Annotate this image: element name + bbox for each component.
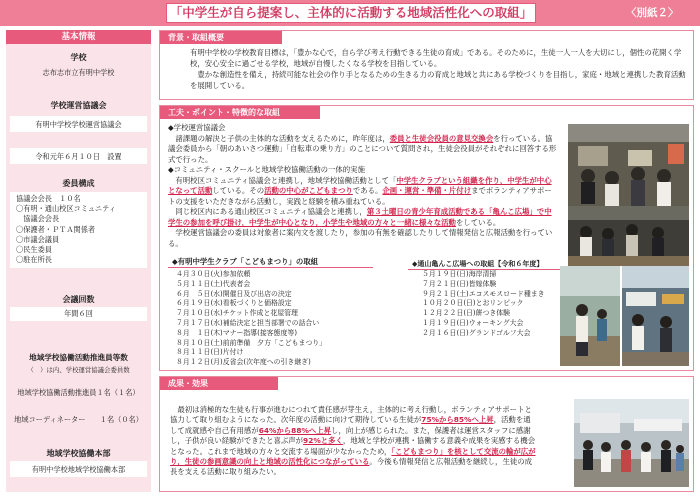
sidebar (6, 30, 151, 492)
kamenko-paragraph: 同じ校区内にある通山校区コミュニティ協議会と連携し，第３土曜日の青少年育成活動である「亀んこ広場」で中学生の参加を呼び掛け，中学生が中心となり，小学生や地域の方々と一緒に様々な活動をしている。 (168, 207, 552, 227)
member-item: 協議会会長 (16, 214, 60, 224)
results-paragraph: 最初は消極的な生徒も行事が進むにつれて責任感が芽生え，主体的に考え行動し，ボランティアサポートと協力して取り組むようになった。次年度の活動に向けて期待している生徒が75%から85%へ上昇，活動を通して成就感や自己有用感が64%から88%へ上昇し，向上が感じられた。また，保護者は運営スタッフに感謝し，子供が良い経験ができたと喜ぶ声が92%と多く，地域と学校が連携・協働する意義や成果を実感する機会となった。これまで地域の方々と交流する場面が少なかったため，「こどもまつり」を核として交流の輪が広がり，生徒の参画意識の向上と地域の活性化につながっている。今後も情報発信と広報活動を継続し，生徒の成長を支える活動に取り組みたい。 (170, 405, 536, 477)
coordinator-title: 地域学校協働活動推進員等数 (29, 353, 128, 362)
integration-paragraph: 有明校区コミュニティ協議会と連携し，地域学校協働活動として「中学生クラブという組織を作り，中学生が中心となって活動している。その活動の中心がこどもまつりである。企画・運営・準備・片付けまでボランティアサポートの支援をいただきながら活動し，実践と経験を積み重ねている。 (168, 175, 552, 206)
kamenko-schedule (422, 270, 572, 339)
meetings-label: 会議回数 (62, 295, 95, 304)
points-tab: 工夫・ポイント・特徴的な取組 (160, 106, 320, 119)
background-text-2: 豊かな創造性を備え，持続可能な社会の作り手となるための生きる力の育成と地域と共にある学校づくりを目指し，家庭・地域と連携した教育活動を展開している。 (190, 70, 686, 90)
schedule-item: ７月１０日(水)チケット作成と花屋管理 (176, 309, 298, 318)
outdoor-photo-1 (560, 266, 620, 366)
member-item: 〇保護者・ＰＴＡ関係者 (16, 224, 96, 234)
member-item: 〇駐在所長 (16, 255, 52, 265)
member-item: 〇有明・通山校区コミュニティ (16, 204, 116, 214)
schedule-item: ４月３０日(火)参加依頼 (176, 270, 251, 278)
basic-info-heading: 基本情報 (6, 30, 151, 44)
schedule-item: ７月２１日(日)皆嫁体験 (422, 279, 497, 288)
kodomo-festival-heading: ◆有明中学生クラブ「こどもまつり」の取組 (168, 256, 373, 268)
outdoor-photo-2 (622, 266, 689, 366)
schedule-item: ５月１９日(日)海岸清掃 (422, 270, 497, 278)
background-tab: 背景・取組概要 (160, 31, 282, 44)
points-body (168, 123, 558, 249)
council-name: 有明中学校学校運営協議会 (35, 120, 122, 129)
hq-label: 地域学校協働本部 (46, 449, 111, 458)
hq-name: 有明中学校地域学校協働本部 (31, 465, 126, 474)
schedule-item: ８月 １日(木)マナー指導(接客態度等) (176, 328, 298, 337)
coordinator-line-2: 地域コーディネーター １名（０名） (14, 415, 143, 424)
results-panel (159, 376, 694, 492)
appendix-label: 〈別紙２〉 (626, 7, 679, 19)
council-label: 学校運営協議会 (50, 101, 107, 110)
schedule-item: ２月１６日(日)グランドゴルフ大会 (422, 328, 531, 337)
schedule-item: １０月２０日(日)とおリンピック (422, 299, 524, 308)
results-tab: 成果・効果 (160, 377, 278, 390)
schedule-item: ７月１７日(水)補給決定と担当部署での話合い (176, 318, 320, 327)
schedule-item: ６月１９日(水)看板づくりと価格設定 (176, 299, 292, 308)
background-panel (159, 30, 694, 100)
coordinator-note: （ ）は内、学校運営協議会委員数 (27, 366, 130, 374)
members-label: 委員構成 (62, 179, 95, 188)
member-item: 〇民生委員 (16, 245, 52, 255)
established-date: 令和元年６月１０日 設置 (35, 152, 122, 161)
coordinator-line-1: 地域学校協働活動推進員１名（１名） (17, 388, 140, 397)
pr-paragraph: 学校運営協議会の委員は対象者に案内文を渡したり，参加の有無を確認したりして情報発信と広報活動を行っている。 (168, 228, 553, 248)
kodomo-schedule (176, 270, 396, 368)
page-title: 「中学生が自ら提案し、主体的に活動する地域活性化への取組」 (166, 3, 536, 23)
schedule-item: ５月１１日(土)代表者会 (176, 279, 251, 288)
kamenko-heading: ◆通山亀んこ広場への取組【令和６年度】 (408, 258, 564, 270)
schedule-item: ８月１１日(日)片付け (176, 348, 244, 357)
integration-heading: ◆コミュニティ・スクールと地域学校協働活動の一体的実施 (168, 165, 365, 174)
school-name: 志布志市立有明中学校 (42, 68, 115, 77)
meetings-value: 年間６回 (64, 309, 93, 318)
points-panel (159, 105, 694, 371)
member-item: 〇市議会議員 (16, 234, 60, 244)
activity-photo (568, 206, 689, 266)
background-text-1: 有明中学校の学校教育目標は，「豊かな心で，自ら学び考え行動できる生徒の育成」である。そのために，生徒一人一人を大切にし，個性の花開く学校，安心安全に過ごせる学校，地域が自慢したくなる学校を目指している。 (190, 48, 682, 68)
cs-council-paragraph: 諸課題の解決と子供の主体的な活動を支えるために，昨年度は，委員と生徒会役員の意見交換会を行っている。協議会委員から「朝のあいさつ運動」「自転車の乗り方」のことについて質問され，生徒会役員がそれぞれに回答する形式で行った。 (168, 133, 557, 164)
schedule-item: １月１９日(日)ウォーキング大会 (422, 318, 524, 327)
festival-photo (568, 124, 689, 206)
members-list (16, 194, 116, 265)
results-photo (574, 399, 689, 487)
schedule-item: ８月１２日(月)反省会(次年度への引き継ぎ) (176, 358, 311, 367)
cs-council-heading: ◆学校運営協議会 (168, 123, 226, 132)
schedule-item: ８月１０日(土)前前準備 夕方「こどもまつり」 (176, 338, 327, 347)
schedule-item: ９月２１日(土)エコスモスロード種まき (422, 289, 545, 298)
schedule-item: ６月 ５日(水)開催日及び出店の決定 (176, 289, 292, 298)
school-label: 学校 (70, 53, 87, 62)
schedule-item: １２月２２日(日)餅つき体験 (422, 309, 511, 318)
member-item: 協議会会長 １０名 (16, 194, 81, 203)
